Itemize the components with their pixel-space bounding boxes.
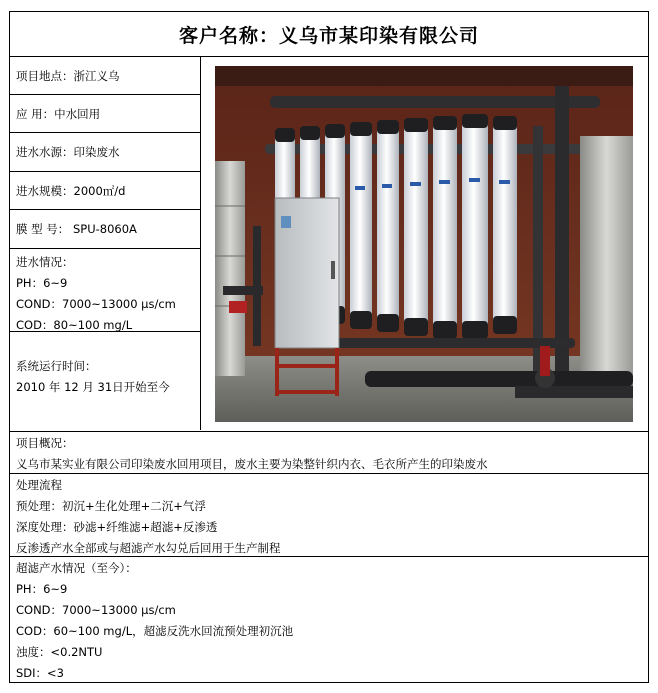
process-reuse: 反渗透产水全部或与超滤产水勾兑后回用于生产制程 xyxy=(16,541,281,555)
process-header: 处理流程 xyxy=(16,478,62,492)
scale-cell: 进水规模：2000㎡/d xyxy=(10,172,200,210)
uf-turbidity: 浊度：<0.2NTU xyxy=(16,645,103,659)
lower-section xyxy=(10,431,648,682)
process-deep: 深度处理：砂滤+纤维滤+超滤+反渗透 xyxy=(16,520,218,534)
uf-output-block xyxy=(10,556,648,682)
project-sheet xyxy=(9,11,649,683)
uf-ph: PH：6~9 xyxy=(16,582,68,596)
runtime-label: 系统运行时间： xyxy=(16,359,97,373)
overview-text: 义乌市某实业有限公司印染废水回用项目，废水主要为染整针织内衣、毛衣所产生的印染废水 xyxy=(16,457,488,471)
inflow-ph: PH：6~9 xyxy=(16,276,68,290)
process-block xyxy=(10,473,648,556)
inflow-cell xyxy=(10,249,200,332)
inflow-cod: COD：80~100 mg/L xyxy=(16,318,133,332)
usage-cell: 应 用：中水回用 xyxy=(10,95,200,133)
uf-header: 超滤产水情况（至今）： xyxy=(16,561,137,575)
overview-header: 项目概况： xyxy=(16,436,74,450)
uf-cond: COND：7000~13000 μs/cm xyxy=(16,603,176,617)
inflow-cond: COND：7000~13000 μs/cm xyxy=(16,297,176,311)
equipment-photo xyxy=(215,66,633,422)
uf-sdi: SDI：<3 xyxy=(16,666,64,680)
runtime-value: 2010 年 12 月 31日开始至今 xyxy=(16,380,170,394)
location-cell: 项目地点：浙江义乌 xyxy=(10,57,200,95)
runtime-cell xyxy=(10,332,200,430)
inflow-header: 进水情况： xyxy=(16,255,74,269)
uf-cod: COD：60~100 mg/L，超滤反洗水回流预处理初沉池 xyxy=(16,624,294,638)
overview-block xyxy=(10,431,648,473)
info-column xyxy=(10,57,201,430)
source-cell: 进水水源：印染废水 xyxy=(10,133,200,172)
process-pre: 预处理：初沉+生化处理+二沉+气浮 xyxy=(16,499,206,513)
equipment-photo-svg xyxy=(215,66,633,422)
model-cell: 膜 型 号： SPU-8060A xyxy=(10,210,200,249)
sheet-title: 客户名称：义乌市某印染有限公司 xyxy=(10,12,648,57)
